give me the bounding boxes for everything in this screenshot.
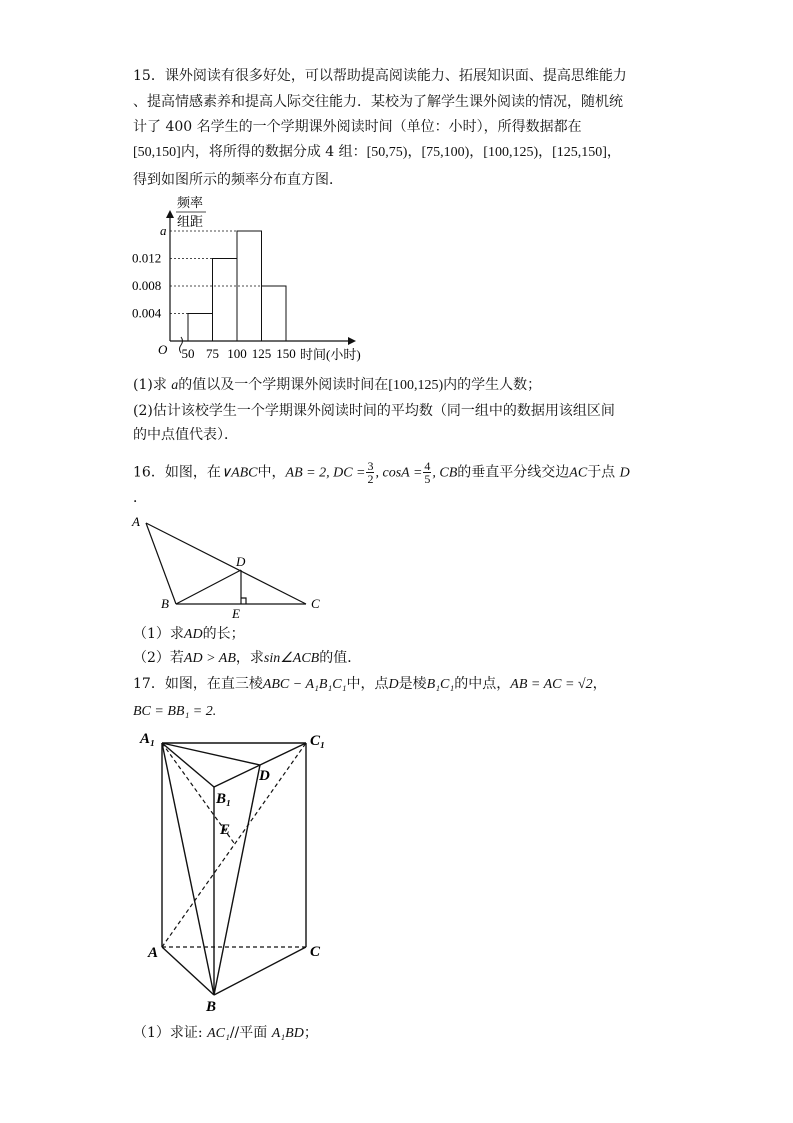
q16-sub2-sin: sin∠ACB bbox=[263, 651, 320, 666]
q17-text-3: 的中点， bbox=[454, 676, 511, 692]
histogram-bar bbox=[188, 314, 213, 342]
q17-line-2 bbox=[133, 701, 216, 722]
q17-line-1 bbox=[133, 674, 607, 695]
q15-line-4 bbox=[133, 142, 621, 163]
triangle-figure bbox=[125, 510, 335, 620]
x-tick-label: 75 bbox=[206, 346, 219, 361]
y-tick-label: a bbox=[160, 223, 167, 238]
segment-a1d bbox=[162, 743, 260, 765]
q17-text-2: 是棱 bbox=[398, 676, 427, 692]
label-e: E bbox=[220, 822, 231, 838]
segment-ac bbox=[146, 523, 306, 604]
label-a: A bbox=[132, 514, 140, 529]
label-c: C bbox=[310, 944, 321, 960]
q15-sub-2-line-1: (2)估计该校学生一个学期课外阅读时间的平均数（同一组中的数据用该组区间 bbox=[133, 403, 615, 419]
q15-groups: [50,75)，[75,100)，[100,125)，[125,150]， bbox=[366, 145, 621, 160]
q16-sub2-condition: AD > AB bbox=[183, 651, 236, 666]
q17-given-2: BC = BB₁ = 2. bbox=[133, 704, 217, 719]
q17-intro: 17．如图，在直三棱 bbox=[133, 676, 263, 692]
q17-given-1: AB = AC = √2 bbox=[510, 677, 593, 692]
q15-line-4-text: 内，将所得的数据分成 4 组： bbox=[180, 144, 367, 160]
q16-sub-1 bbox=[133, 624, 245, 645]
q16-ac: AC bbox=[569, 465, 588, 481]
q16-sub1-prefix: （1）求 bbox=[133, 626, 184, 642]
q15-sub-1 bbox=[133, 375, 541, 396]
q17-point-d: D bbox=[388, 677, 399, 692]
q16-cos: , cosA = bbox=[375, 465, 423, 481]
x-tick-label: 125 bbox=[251, 346, 272, 361]
q16-triangle: ∨ABC bbox=[220, 465, 258, 481]
q16-frac2-den: 5 bbox=[424, 472, 431, 486]
q15-sub1-range: [100,125) bbox=[388, 378, 444, 393]
q16-line-1 bbox=[133, 460, 630, 485]
x-axis-label: 时间(小时) bbox=[300, 347, 361, 362]
histogram-bar bbox=[237, 231, 262, 341]
q16-sub-2 bbox=[133, 648, 361, 669]
q16-frac1-den: 2 bbox=[367, 472, 374, 486]
q15-line-2: 、提高情感素养和提高人际交往能力．某校为了解学生课外阅读的情况，随机统 bbox=[133, 94, 623, 110]
right-angle-mark bbox=[241, 598, 246, 604]
origin-label: O bbox=[158, 342, 168, 357]
label-b: B bbox=[206, 999, 217, 1015]
prism-figure bbox=[140, 725, 340, 1015]
q17-sub1-line: AC₁ bbox=[207, 1026, 230, 1041]
q17-prism: ABC − A₁B₁C₁ bbox=[262, 677, 347, 692]
q16-sub1-suffix: 的长； bbox=[202, 626, 245, 642]
q17-sub1-text: //平面 bbox=[229, 1025, 272, 1041]
q15-range-total: [50,150] bbox=[133, 145, 181, 160]
q15-line-3: 计了 400 名学生的一个学期课外阅读时间（单位：小时），所得数据都在 bbox=[133, 119, 582, 135]
q16-sub2-prefix: （2）若 bbox=[133, 650, 184, 666]
q16-line-2: ． bbox=[133, 490, 147, 506]
q15-line-5: 得到如图所示的频率分布直方图． bbox=[133, 172, 343, 188]
x-axis-arrow bbox=[348, 337, 356, 345]
y-tick-label: 0.008 bbox=[132, 278, 162, 293]
q16-text-1: 中， bbox=[257, 464, 286, 481]
q17-sub-1 bbox=[133, 1023, 318, 1044]
q16-sub2-suffix: 的值． bbox=[319, 650, 362, 666]
q16-sub1-ad: AD bbox=[183, 627, 203, 642]
label-b1: B₁ bbox=[216, 791, 232, 807]
q17-comma: ， bbox=[592, 676, 607, 692]
q16-frac1-num: 3 bbox=[367, 459, 374, 473]
q17-sub1-suffix: ； bbox=[303, 1025, 318, 1041]
q15-sub-2-line-2: 的中点值代表）． bbox=[133, 427, 238, 443]
histogram-bar bbox=[262, 286, 287, 341]
q16-cb: , CB bbox=[432, 465, 458, 481]
label-d: D bbox=[236, 554, 246, 569]
q15-sub1-text: 的值以及一个学期课外阅读时间在 bbox=[178, 377, 389, 393]
q15-sub1-var: a bbox=[171, 378, 179, 393]
label-b: B bbox=[161, 596, 169, 611]
y-label-bottom: 组距 bbox=[177, 214, 204, 229]
q16-fraction-3-2 bbox=[366, 460, 374, 485]
y-tick-label: 0.012 bbox=[132, 250, 162, 266]
q16-text-2: 的垂直平分线交边 bbox=[457, 464, 570, 481]
q16-frac2-num: 4 bbox=[424, 459, 431, 473]
x-tick-label: 150 bbox=[276, 346, 296, 361]
q15-sub1-prefix: (1)求 bbox=[133, 377, 172, 393]
frequency-histogram bbox=[130, 192, 390, 370]
label-d: D bbox=[259, 768, 270, 784]
label-e: E bbox=[232, 606, 240, 621]
edge-bc bbox=[214, 947, 306, 995]
x-tick-label: 100 bbox=[227, 346, 247, 361]
q16-fraction-4-5 bbox=[423, 460, 431, 485]
label-c: C bbox=[311, 596, 320, 611]
q17-sub1-prefix: （1）求证: bbox=[133, 1025, 208, 1041]
q17-sub1-plane: A₁BD bbox=[271, 1026, 304, 1041]
y-tick-label: 0.004 bbox=[132, 305, 162, 321]
y-label-top: 频率 bbox=[177, 195, 204, 210]
segment-ab bbox=[146, 523, 176, 604]
q15-sub1-suffix: 内的学生人数； bbox=[443, 377, 542, 393]
q17-edge: B₁C₁ bbox=[426, 677, 455, 692]
histogram-bar bbox=[213, 259, 238, 342]
q16-intro: 16．如图，在 bbox=[133, 464, 221, 481]
q17-text-1: 中，点 bbox=[346, 676, 389, 692]
label-c1: C₁ bbox=[310, 733, 326, 749]
y-axis-arrow bbox=[166, 210, 174, 218]
segment-bd bbox=[176, 570, 241, 604]
x-tick-label: 50 bbox=[181, 346, 195, 361]
q16-given-1: AB = 2, DC = bbox=[285, 465, 366, 481]
q15-line-1: 15．课外阅读有很多好处，可以帮助提高阅读能力、拓展知识面、提高思维能力 bbox=[133, 68, 627, 84]
label-a: A bbox=[148, 945, 159, 961]
label-a1: A₁ bbox=[140, 731, 156, 747]
q16-text-3: 于点 bbox=[587, 464, 616, 481]
q16-point-d: D bbox=[619, 465, 630, 481]
q16-sub2-text: ，求 bbox=[235, 650, 264, 666]
